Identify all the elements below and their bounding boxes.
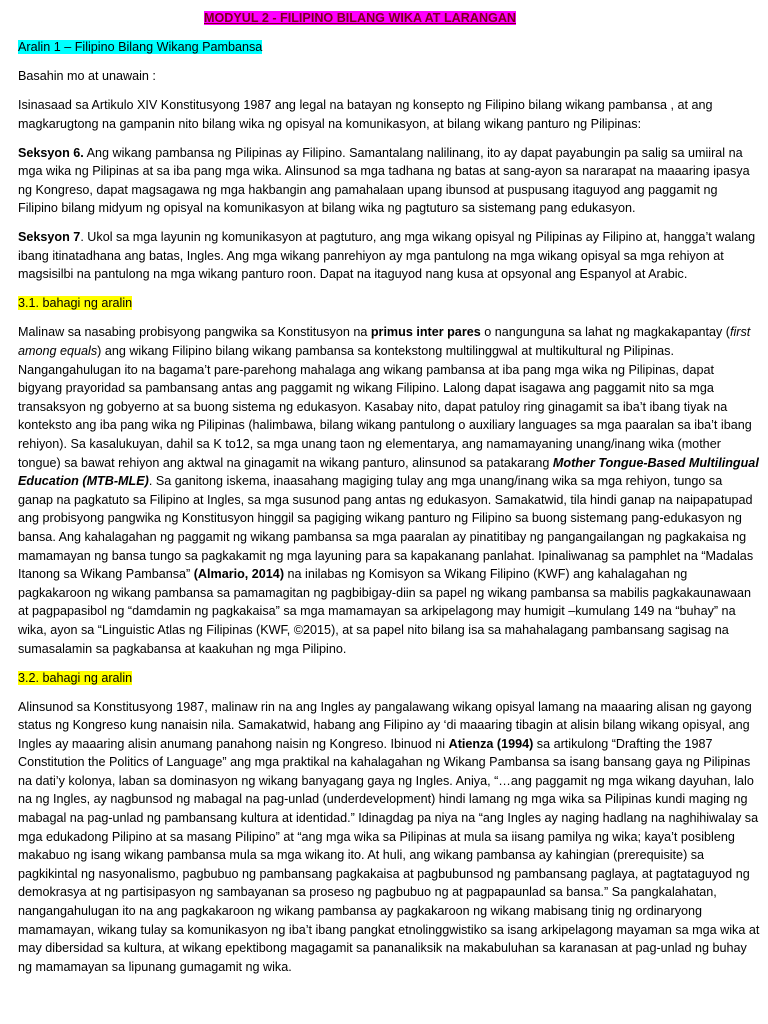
- paragraph-text: sa artikulong “Drafting the 1987 Constitution the Politics of Language” ang mga praktikal na kahalagahan ng Wikang Pambansa sa isang bansang gaya ng Pilipinas na dati’y kolonya, laban sa dominasyon ng wikang banyagang gaya ng Ingles. Aniya, “…ang paggamit ng mga wikang dayuhan, lalo na ng Ingles, ay nagbunsod ng mabagal na pag-unlad (underdevelopment) hindi lamang ng mga wika sa Pilipinas kundi maging ng mabagal na pag-unlad ng pambansang kultura at identidad.” Idinagdag pa niya na “ang Ingles ay naging hadlang na naghihiwalay sa mga edukadong Pilipino at sa masang Pilipino” at “ang mga wika sa Pilipinas at mula sa iisang pamilya ng wika; kaya’t posibleng makabuo ng isang wikang pambansa mula sa mga wikang ito. At huli, ang wikang pambansa ay kahingian (prerequisite) sa pagkikintal ng nasyonalismo, pagbubuo ng pambansang pagkakaisa at pagbubunsod ng pambansang paglaya, at pagtataguyod ng demokrasya at ng partisipasyon ng sambayanan sa proseso ng pagbubuo ng at pagpapaunlad sa bansa.” Sa pangkalahatan, nangangahulugan ito na ang pagkakaroon ng wikang pambansa ay pagkakaroon ng wikang mabisang tinig ng ordinaryong mamamayan, wikang tulay sa komunikasyon ng iba’t ibang pangkat etnolinggwistiko sa isang arkipelagong mayaman sa mga wika at may dibersidad sa kultura, at wikang epektibong magagamit sa pananaliksik na makabuluhan sa karanasan at pag-unlad ng buhay ng mamamayan sa lipunang gumagamit ng wika.: [18, 736, 760, 974]
- paragraph-text: Alinsunod sa Konstitusyong 1987, malinaw rin na ang Ingles ay pangalawang wikang opisyal lamang na maaaring alisan ng gayong status ng Kongreso kung nanaisin nila. Samakatwid, habang ang Filipino ay ‘di maaaring tibagin at alisin bilang wikang opisyal, ang Ingles ay maaaring alisin anumang panahong naisin ng Kongreso. Ibinuod ni: [18, 699, 752, 751]
- part-3-1-heading-row: [18, 294, 760, 313]
- part-3-1-heading: 3.1. bahagi ng aralin: [18, 296, 133, 311]
- reading-instruction: Basahin mo at unawain :: [18, 68, 156, 83]
- lesson-heading-row: [18, 38, 760, 57]
- section-6-label: Seksyon 6.: [18, 145, 84, 160]
- section-6-paragraph: [18, 144, 760, 218]
- bold-italic-term: Mother Tongue-Based Multilingual Education (MTB-MLE): [18, 455, 759, 489]
- paragraph-text: o nangunguna sa lahat ng magkakapantay (: [480, 325, 730, 340]
- module-title: MODYUL 2 - FILIPINO BILANG WIKA AT LARANGAN: [204, 11, 517, 25]
- intro-paragraph: Isinasaad sa Artikulo XIV Konstitusyong 1987 ang legal na batayan ng konsepto ng Filipino bilang wikang pambansa , at ang magkarugtong na gampanin nito bilang wika ng opisyal na komunikasyon, at bilang wikang panturo ng Pilipinas:: [18, 97, 713, 131]
- part-3-1-paragraph: [18, 323, 760, 658]
- section-7-text: . Ukol sa mga layunin ng komunikasyon at pagtuturo, ang mga wikang opisyal ng Pilipinas ay Filipino at, hangga’t walang ibang itinatadhana ang batas, Ingles. Ang mga wikang panrehiyon ay mga pantulong na mga wikang opisyal sa mga rehiyon at magsisilbi na pantulong na mga wikang panturo roon. Dapat na itaguyod nang kusa at opsyonal ang Espanyol at Arabic.: [18, 230, 756, 282]
- paragraph-text: na inilabas ng Komisyon sa Wikang Filipino (KWF) ang kahalagahan ng pagkakaroon ng wikang pambansa sa pamamagitan ng pagbibigay-diin sa papel ng wikang pambansa sa mabilis pagkakaunawaan at pagpapasibol ng “damdamin ng pagkakaisa” sa mga mamamayan sa arkipelagong may humigit –kumulang 149 na “buhay” na wika, ayon sa “Linguistic Atlas ng Filipinas (KWF, ©2015), at sa papel nito bilang isa sa mahahalagang pambansang sagisag na sumasalamin sa pagkabansa at kaakuhan ng mga Pilipino.: [18, 567, 752, 656]
- section-7-paragraph: [18, 228, 760, 284]
- citation: Atienza (1994): [448, 736, 534, 751]
- part-3-2-heading-row: [18, 669, 760, 688]
- paragraph-text: . Sa ganitong iskema, inaasahang magiging tulay ang mga unang/inang wika sa mga rehiyon, tungo sa ganap na pagkatuto sa Filipino at Ingles, sa mga susunod pang antas ng edukasyon. Samakatwid, tila hindi ganap na naipapatupad ang probisyong pangwika ng Konstitusyon hinggil sa pagiging wikang panturo ng Filipino sa buong sistemang pang-edukasyon ng bansa. Ang kahalagahan ng paggamit ng wikang pambansa sa mga paaralan ay pinatitibay ng pangangailangan ng pagkakaisa ng mamamayan ng bansa tungo sa pagkakamit ng mga layuning para sa kapakanang panlahat. Ipinaliwanag sa pamphlet na “Madalas Itanong sa Wikang Pambansa”: [18, 474, 754, 582]
- lesson-heading: Aralin 1 – Filipino Bilang Wikang Pambansa: [18, 39, 263, 54]
- section-7-label: Seksyon 7: [18, 230, 81, 245]
- bold-term: primus inter pares: [370, 325, 481, 340]
- section-6-text: Ang wikang pambansa ng Pilipinas ay Filipino. Samantalang nalilinang, ito ay dapat payabungin pa salig sa umiiral na mga wika ng Pilipinas at sa iba pang mga wika. Alinsunod sa mga tadhana ng batas at sang-ayon sa nararapat na maaaring ipasya ng Kongreso, dapat magsagawa ng mga hakbangin ang pamahalaan upang ibunsod at puspusang itaguyod ang paggamit ng Filipino bilang midyum ng opisyal na komunikasyon at bilang wika ng pagtuturo sa sistemang pang edukasyon.: [18, 145, 750, 216]
- paragraph-text: ) ang wikang Filipino bilang wikang pambansa sa kontekstong multilinggwal at multikultural ng Pilipinas. Nangangahulugan ito na bagama’t pare-parehong mahalaga ang wikang pambansa at iba pang mga wika ng Pilipinas, dapat bigyang prayoridad sa pambansang antas ang paggamit ng wikang Filipino. Lalong dapat isagawa ang paggamit nito sa mga transaksyon ng gobyerno at sa buong sistema ng edukasyon. Kasabay nito, dapat patuloy ring ginagamit sa iba’t ibang tiyak na konteksto ang iba pang wika ng Pilipinas (halimbawa, bilang wikang pantulong o auxiliary languages sa mga paaralan sa iba’t ibang rehiyon). Sa kasalukuyan, dahil sa K to12, sa mga unang taon ng elementarya, ang namamayaning unang/inang wika (mother tongue) sa bawat rehiyon ang aktwal na ginagamit na wikang panturo, alinsunod sa patakarang: [18, 344, 752, 470]
- part-3-2-heading: 3.2. bahagi ng aralin: [18, 670, 133, 685]
- citation: (Almario, 2014): [193, 567, 285, 582]
- paragraph-text: Malinaw sa nasabing probisyong pangwika sa Konstitusyon na: [18, 325, 371, 340]
- italic-term: first among equals: [18, 325, 751, 359]
- part-3-2-paragraph: [18, 698, 760, 977]
- module-title-row: [18, 9, 760, 28]
